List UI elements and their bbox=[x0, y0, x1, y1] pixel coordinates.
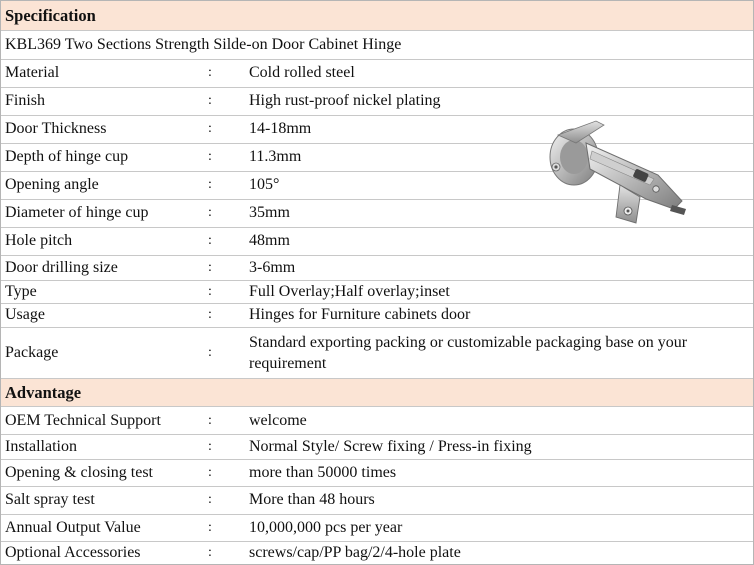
spec-row bbox=[1, 227, 753, 256]
spec-label: Material bbox=[5, 64, 60, 81]
spec-label: Opening angle bbox=[5, 176, 99, 193]
advantage-value: welcome bbox=[249, 411, 307, 429]
spec-label: Diameter of hinge cup bbox=[5, 204, 149, 221]
advantage-colon: : bbox=[208, 544, 212, 560]
advantage-colon: : bbox=[208, 492, 212, 507]
spec-value: High rust-proof nickel plating bbox=[249, 92, 441, 109]
spec-colon: : bbox=[208, 283, 212, 299]
spec-colon: : bbox=[208, 93, 212, 108]
spec-value: Cold rolled steel bbox=[249, 64, 355, 81]
advantage-colon: : bbox=[208, 519, 212, 535]
advantage-header: Advantage bbox=[1, 378, 753, 407]
spec-colon: : bbox=[208, 121, 212, 136]
advantage-colon: : bbox=[208, 438, 212, 454]
hinge-product-image bbox=[536, 113, 691, 231]
spec-colon: : bbox=[208, 205, 212, 220]
spec-row bbox=[1, 280, 753, 304]
spec-value: Standard exporting packing or customizable packaging base on your requirement bbox=[249, 333, 688, 372]
advantage-row bbox=[1, 434, 753, 460]
spec-value: Hinges for Furniture cabinets door bbox=[249, 306, 471, 323]
spec-colon: : bbox=[208, 65, 212, 80]
advantage-label: Opening & closing test bbox=[5, 463, 153, 481]
advantage-label: Optional Accessories bbox=[5, 543, 141, 561]
spec-row bbox=[1, 59, 753, 88]
spec-value: 11.3mm bbox=[249, 148, 302, 165]
advantage-row bbox=[1, 407, 753, 435]
spec-row bbox=[1, 327, 753, 378]
advantage-row bbox=[1, 514, 753, 542]
spec-row bbox=[1, 255, 753, 281]
spec-label: Usage bbox=[5, 306, 45, 323]
advantage-row bbox=[1, 486, 753, 515]
spec-value: 3-6mm bbox=[249, 258, 296, 276]
spec-label: Finish bbox=[5, 92, 46, 109]
spec-value: Full Overlay;Half overlay;inset bbox=[249, 282, 450, 300]
spec-row bbox=[1, 87, 753, 116]
spec-value: 35mm bbox=[249, 204, 290, 221]
spec-value: 14-18mm bbox=[249, 120, 312, 137]
spec-colon: : bbox=[208, 149, 212, 164]
spec-colon: : bbox=[208, 307, 212, 322]
spec-label: Door Thickness bbox=[5, 120, 107, 137]
advantage-value: More than 48 hours bbox=[249, 491, 375, 508]
spec-value: 105° bbox=[249, 176, 280, 193]
specification-header: Specification bbox=[1, 1, 753, 31]
spec-colon: : bbox=[208, 259, 212, 275]
advantage-colon: : bbox=[208, 412, 212, 428]
spec-label: Type bbox=[5, 282, 37, 300]
product-title-row bbox=[1, 31, 753, 60]
spec-label: Door drilling size bbox=[5, 258, 118, 276]
advantage-value: more than 50000 times bbox=[249, 463, 397, 481]
advantage-label: Salt spray test bbox=[5, 491, 95, 508]
advantage-row bbox=[1, 541, 753, 564]
spec-colon: : bbox=[208, 344, 212, 360]
spec-label: Package bbox=[5, 343, 59, 361]
spec-colon: : bbox=[208, 177, 212, 192]
advantage-label: Annual Output Value bbox=[5, 518, 141, 536]
advantage-row bbox=[1, 459, 753, 487]
advantage-value: screws/cap/PP bag/2/4-hole plate bbox=[249, 543, 461, 561]
spec-label: Depth of hinge cup bbox=[5, 148, 129, 165]
spec-row bbox=[1, 303, 753, 328]
spec-value: 48mm bbox=[249, 232, 290, 249]
advantage-label: Installation bbox=[5, 437, 77, 455]
spec-label: Hole pitch bbox=[5, 232, 73, 249]
advantage-colon: : bbox=[208, 464, 212, 480]
advantage-value: 10,000,000 pcs per year bbox=[249, 518, 403, 536]
spec-colon: : bbox=[208, 233, 212, 248]
advantage-label: OEM Technical Support bbox=[5, 411, 161, 429]
product-title: KBL369 Two Sections Strength Silde-on Door Cabinet Hinge bbox=[5, 36, 402, 53]
advantage-value: Normal Style/ Screw fixing / Press-in fixing bbox=[249, 437, 532, 455]
